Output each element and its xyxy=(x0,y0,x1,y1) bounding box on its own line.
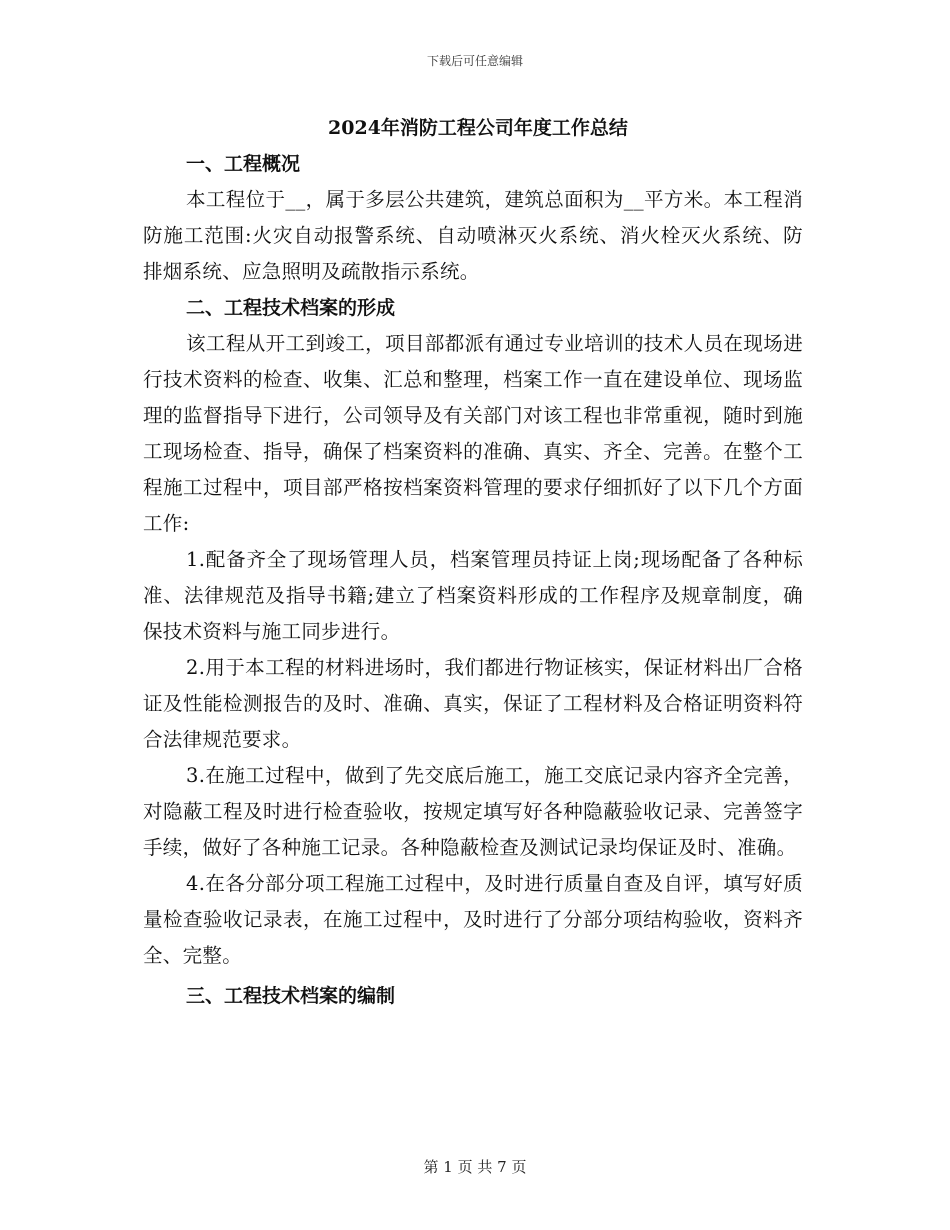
page-footer: 第 1 页 共 7 页 xyxy=(423,1158,527,1176)
paragraph: 该工程从开工到竣工，项目部都派有通过专业培训的技术人员在现场进行技术资料的检查、收集、汇总和整理，档案工作一直在建设单位、现场监理的监督指导下进行，公司领导及有关部门对该工程也非常重视，随时到施工现场检查、指导，确保了档案资料的准确、真实、齐全、完善。在整个工程施工过程中，项目部严格按档案资料管理的要求仔细抓好了以下几个方面工作: xyxy=(143,332,803,535)
paragraph: 本工程位于__，属于多层公共建筑，建筑总面积为__平方米。本工程消防施工范围:火灾自动报警系统、自动喷淋灭火系统、消火栓灭火系统、防排烟系统、应急照明及疏散指示系统。 xyxy=(143,188,803,283)
section-heading-archive-compilation: 三、工程技术档案的编制 xyxy=(186,985,396,1007)
paragraph: 1.配备齐全了现场管理人员，档案管理员持证上岗;现场配备了各种标准、法律规范及指导书籍;建立了档案资料形成的工作程序及规章制度，确保技术资料与施工同步进行。 xyxy=(143,548,803,643)
section-heading-archive-formation: 二、工程技术档案的形成 xyxy=(186,297,396,319)
paragraph: 3.在施工过程中，做到了先交底后施工，施工交底记录内容齐全完善，对隐蔽工程及时进行检查验收，按规定填写好各种隐蔽验收记录、完善签字手续，做好了各种施工记录。各种隐蔽检查及测试记录均保证及时、准确。 xyxy=(143,764,803,859)
document-title: 2024年消防工程公司年度工作总结 xyxy=(328,117,628,139)
document-body xyxy=(143,110,803,1014)
paragraph: 2.用于本工程的材料进场时，我们都进行物证核实，保证材料出厂合格证及性能检测报告的及时、准确、真实，保证了工程材料及合格证明资料符合法律规范要求。 xyxy=(143,656,803,751)
paragraph: 4.在各分部分项工程施工过程中，及时进行质量自查及自评，填写好质量检查验收记录表，在施工过程中，及时进行了分部分项结构验收，资料齐全、完整。 xyxy=(143,872,803,967)
header-note: 下载后可任意编辑 xyxy=(426,54,523,68)
section-heading-overview: 一、工程概况 xyxy=(186,153,301,175)
